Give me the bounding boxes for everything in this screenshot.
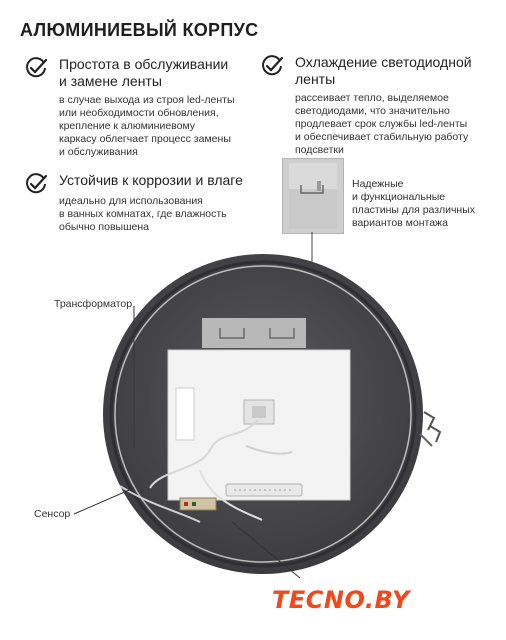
feature-heading: Устойчив к коррозии и влаге bbox=[59, 172, 243, 188]
feature-description: рассеивает тепло, выделяемое светодиодами, что значительно продлевает срок службы led-ленты и обеспечивает стабильную работу подсветки bbox=[295, 92, 469, 156]
brand-logo: TECNO.BY bbox=[272, 586, 410, 614]
page-title: АЛЮМИНИЕВЫЙ КОРПУС bbox=[20, 20, 259, 40]
feature-description: в случае выхода из строя led-ленты или необходимости обновления, крепление к алюминиевому каркасу облегчает процесс замены и обслуживания bbox=[59, 94, 235, 158]
transformer-label: Трансформатор bbox=[54, 298, 133, 310]
screws-icon bbox=[420, 412, 440, 446]
label-sticker bbox=[176, 388, 194, 440]
feature-heading: Простота в обслуживании и замене ленты bbox=[59, 56, 229, 89]
sensor-label: Сенсор bbox=[34, 508, 71, 520]
feature-heading: Охлаждение светодиодной ленты bbox=[295, 54, 472, 87]
feature-description: идеально для использования в ванных комнатах, где влажность обычно повышена bbox=[59, 195, 227, 233]
mounting-plate bbox=[202, 318, 306, 348]
mounting-plates-caption: Надежные и функциональные пластины для различных вариантов монтажа bbox=[352, 178, 476, 229]
back-panel bbox=[168, 350, 350, 500]
